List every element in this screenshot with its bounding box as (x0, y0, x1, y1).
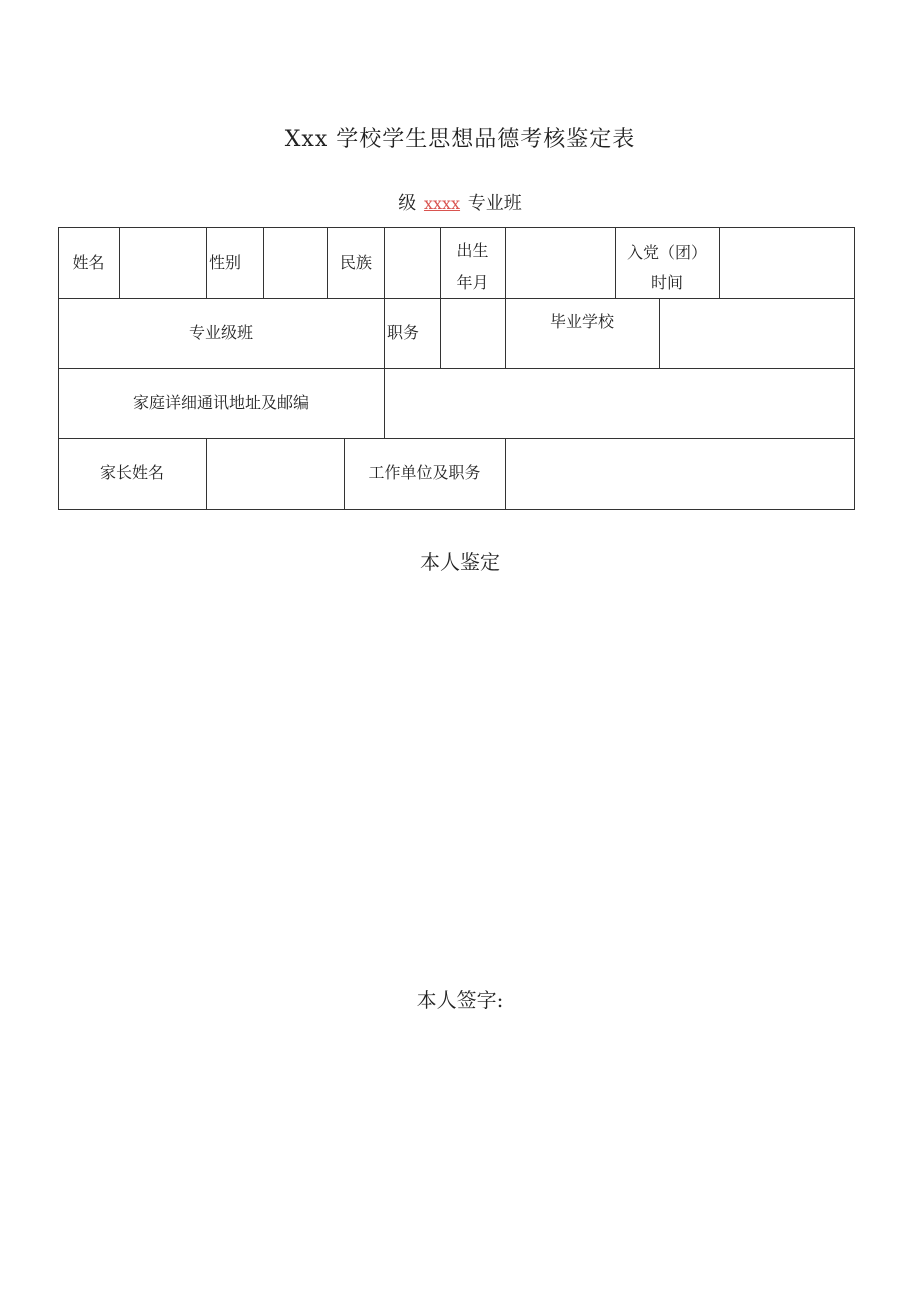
row1-divider (263, 227, 264, 298)
row1-divider (206, 227, 207, 298)
work-unit-label: 工作单位及职务 (368, 463, 481, 482)
row4-divider (206, 438, 207, 509)
self-signature-label: 本人签字: (416, 988, 504, 1012)
major-placeholder[interactable]: xxxx (423, 194, 461, 213)
table-border-top (58, 227, 855, 228)
position-label: 职务 (387, 323, 420, 342)
row4-divider (505, 438, 506, 509)
subtitle-suffix: 专业班 (467, 193, 522, 214)
row1-divider (505, 227, 506, 368)
major-class-label: 专业级班 (188, 323, 253, 342)
gender-label: 性别 (209, 253, 242, 272)
graduated-school-label: 毕业学校 (549, 312, 614, 331)
row2-divider (659, 298, 660, 368)
row-divider-3 (58, 438, 855, 439)
name-label: 姓名 (72, 253, 105, 272)
row-divider-2 (58, 368, 855, 369)
row1-divider (384, 227, 385, 369)
ethnicity-label: 民族 (340, 253, 373, 272)
row1-divider (327, 227, 328, 298)
student-info-table (58, 227, 855, 510)
birth-label-line1: 出生 (456, 241, 489, 260)
page-title: Xxx 学校学生思想品德考核鉴定表 (284, 127, 636, 152)
parent-name-label: 家长姓名 (99, 463, 164, 482)
row3-divider (384, 368, 385, 438)
party-label-line1: 入党（团） (626, 243, 707, 262)
address-label: 家庭详细通讯地址及邮编 (132, 393, 309, 412)
table-border-right (854, 227, 855, 510)
party-label-line2: 时间 (650, 273, 683, 292)
class-subtitle (0, 189, 920, 215)
birth-label-line2: 年月 (456, 273, 489, 292)
self-assessment-heading: 本人鉴定 (420, 550, 500, 574)
row1-divider (719, 227, 720, 298)
row1-divider (119, 227, 120, 298)
table-border-bottom (58, 509, 855, 510)
subtitle-prefix: 级 (398, 193, 417, 214)
